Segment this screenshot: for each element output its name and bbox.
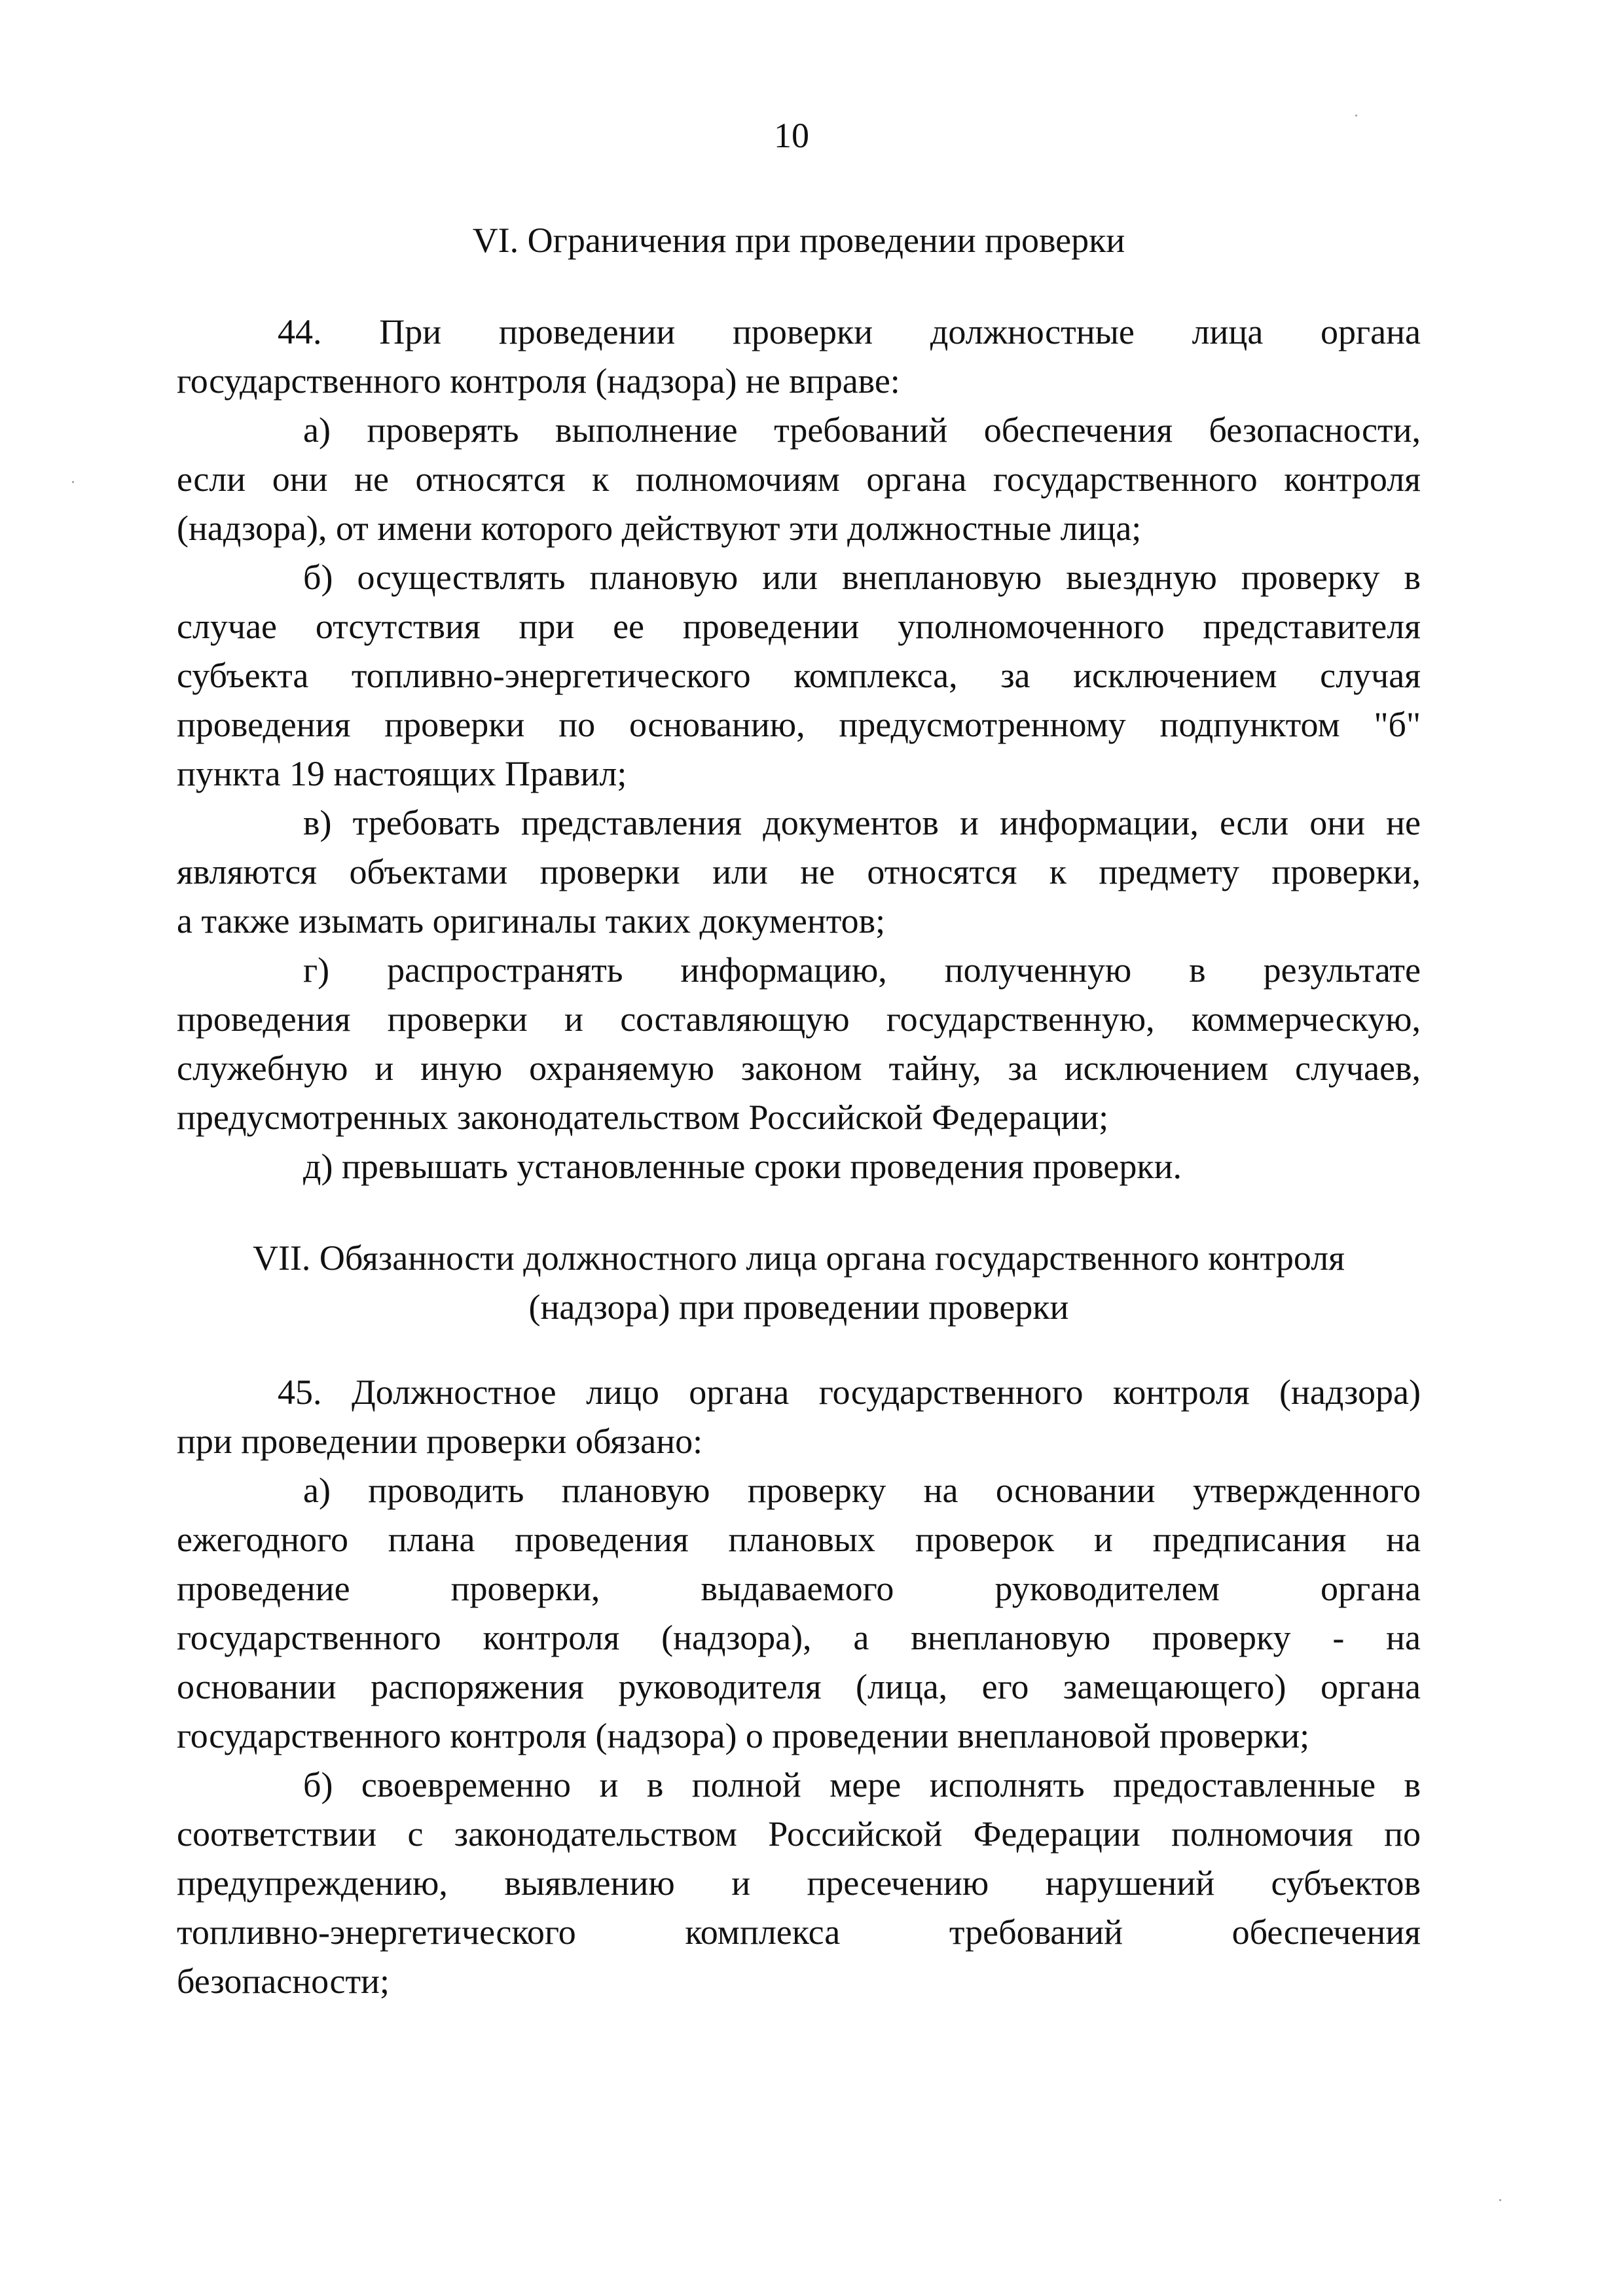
paragraph-44-v — [177, 798, 1421, 946]
text-line: безопасности; — [177, 1962, 390, 2001]
text-line: (надзора), от имени которого действуют эти должностные лица; — [177, 509, 1142, 548]
paragraph-44 — [177, 308, 1421, 406]
paragraph-44-b — [177, 553, 1421, 798]
text-line: государственного контроля (надзора) не вправе: — [177, 361, 900, 401]
scan-speck — [1499, 2199, 1501, 2201]
text-line: а) проверять выполнение требований обеспечения безопасности, — [303, 410, 1421, 450]
text-line: государственного контроля (надзора), а внеплановую проверку - на — [177, 1618, 1421, 1657]
text-line: пункта 19 настоящих Правил; — [177, 754, 627, 793]
text-line: проведение проверки, выдаваемого руководителем органа — [177, 1569, 1421, 1608]
text-line: б) своевременно и в полной мере исполнять предоставленные в — [303, 1765, 1421, 1804]
section-6-heading: VI. Ограничения при проведении проверки — [472, 221, 1125, 260]
text-line: предупреждению, выявлению и пресечению нарушений субъектов — [177, 1863, 1421, 1903]
text-line: б) осуществлять плановую или внеплановую выездную проверку в — [303, 558, 1421, 597]
text-line: 44. При проведении проверки должностные лица органа — [278, 312, 1421, 351]
paragraph-44-d — [177, 1142, 1421, 1191]
text-line: если они не относятся к полномочиям органа государственного контроля — [177, 459, 1421, 499]
text-line: субъекта топливно-энергетического комплекса, за исключением случая — [177, 656, 1421, 695]
text-line: топливно-энергетического комплекса требований обеспечения — [177, 1912, 1421, 1952]
paragraph-45-a — [177, 1466, 1421, 1761]
text-line: случае отсутствия при ее проведении уполномоченного представителя — [177, 607, 1421, 646]
text-line: а также изымать оригиналы таких документов; — [177, 901, 886, 941]
paragraph-44-a — [177, 406, 1421, 553]
text-line: основании распоряжения руководителя (лица, его замещающего) органа — [177, 1667, 1421, 1706]
text-line: при проведении проверки обязано: — [177, 1422, 703, 1461]
text-line: г) распространять информацию, полученную в результате — [303, 950, 1421, 990]
text-line: являются объектами проверки или не относятся к предмету проверки, — [177, 852, 1421, 891]
paragraph-45-b — [177, 1761, 1421, 2006]
text-line: а) проводить плановую проверку на основании утвержденного — [303, 1471, 1421, 1510]
text-line: служебную и иную охраняемую законом тайну, за исключением случаев, — [177, 1049, 1421, 1088]
text-line: ежегодного плана проведения плановых проверок и предписания на — [177, 1520, 1421, 1559]
heading-line: (надзора) при проведении проверки — [528, 1287, 1069, 1327]
paragraph-44-g — [177, 946, 1421, 1142]
text-line: государственного контроля (надзора) о проведении внеплановой проверки; — [177, 1716, 1310, 1755]
text-line: 45. Должностное лицо органа государственного контроля (надзора) — [278, 1372, 1421, 1412]
text-line: соответствии с законодательством Российской Федерации полномочия по — [177, 1814, 1421, 1854]
text-line: проведения проверки по основанию, предусмотренному подпунктом "б" — [177, 705, 1421, 744]
scan-speck — [1355, 115, 1357, 117]
text-line: проведения проверки и составляющую государственную, коммерческую, — [177, 999, 1421, 1039]
paragraph-45 — [177, 1368, 1421, 1466]
page-number: 10 — [774, 116, 809, 155]
text-line: д) превышать установленные сроки проведения проверки. — [303, 1147, 1182, 1186]
section-7-heading — [177, 1234, 1421, 1332]
scan-speck — [72, 481, 74, 483]
text-line: в) требовать представления документов и информации, если они не — [303, 803, 1421, 842]
text-line: предусмотренных законодательством Российской Федерации; — [177, 1098, 1109, 1137]
heading-line: VII. Обязанности должностного лица органа государственного контроля — [252, 1238, 1345, 1278]
